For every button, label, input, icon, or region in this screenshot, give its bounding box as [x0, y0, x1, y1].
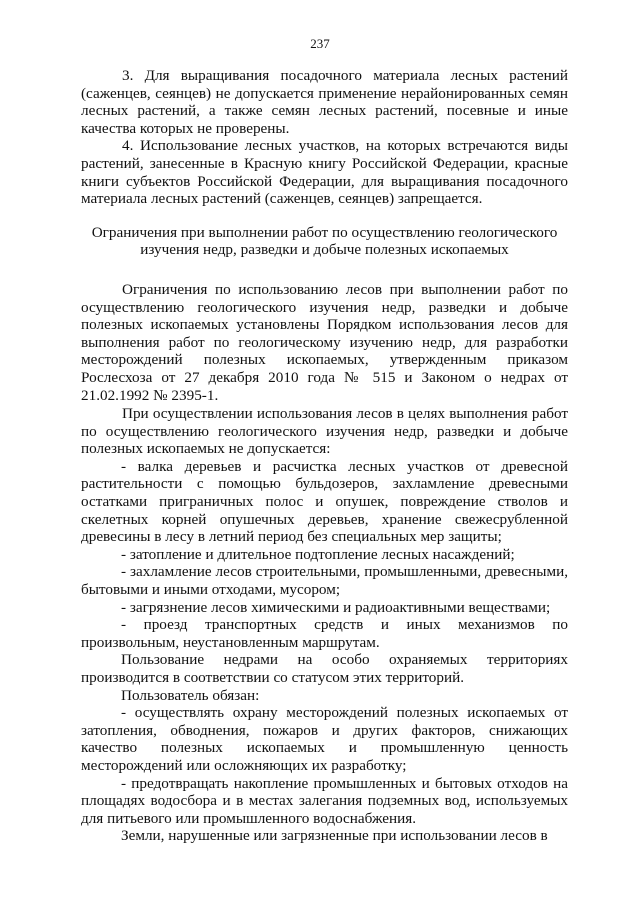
paragraph-protected-territories: Пользование недрами на особо охраняемых территориях производится в соответствии со статусом этих территорий. [81, 651, 568, 686]
list-item-vehicle-passage: - проезд транспортных средств и иных механизмов по произвольным, неустановленным маршрутам. [81, 616, 568, 651]
paragraph-regulation-basis: Ограничения по использованию лесов при выполнении работ по осуществлению геологического изучения недр, разведки и добыче полезных ископаемых установлены Порядком использования лесов для выполнения работ по геологическому изучению недр, для разработки месторождений полезных ископаемых, утвержденным приказом Рослесхоза от 27 декабря 2010 года № 515 и Законом о недрах от 21.02.1992 № 2395-1. [81, 280, 568, 404]
page-number: 237 [310, 36, 330, 51]
paragraph-seeds-restriction: 3. Для выращивания посадочного материала лесных растений (саженцев, сеянцев) не допускается применение нерайонированных семян лесных растений, а также семян лесных растений, посевные и иные качества которых не проверены. [81, 67, 568, 137]
paragraph-not-allowed-intro: При осуществлении использования лесов в целях выполнения работ по осуществлению геологического изучения недр, разведки и добыче полезных ископаемых не допускается: [81, 405, 568, 458]
paragraph-red-book-restriction: 4. Использование лесных участков, на которых встречаются виды растений, занесенные в Красную книгу Российской Федерации, красные книги субъектов Российской Федерации, для выращивания посадочного материала лесных растений (саженцев, сеянцев) запрещается. [81, 137, 568, 208]
list-item-felling: - валка деревьев и расчистка лесных участков от древесной растительности с помощью бульдозеров, захламление древесными остатками приграничных полос и опушек, повреждение стволов и скелетных корней опушечных деревьев, хранение свежесрубленной древесины в лесу в летний период без специальных мер защиты; [81, 457, 568, 546]
list-item-waste-prevention: - предотвращать накопление промышленных и бытовых отходов на площадях водосбора и в местах залегания подземных вод, используемых для питьевого или промышленного водоснабжения. [81, 774, 568, 827]
list-item-deposit-protection: - осуществлять охрану месторождений полезных ископаемых от затопления, обводнения, пожаров и других факторов, снижающих качество полезных ископаемых и промышленную ценность месторождений или осложняющих их разработку; [81, 704, 568, 774]
list-item-pollution: - загрязнение лесов химическими и радиоактивными веществами; [121, 598, 551, 616]
list-item-littering: - захламление лесов строительными, промышленными, древесными, бытовыми и иными отходами, мусором; [81, 563, 568, 599]
paragraph-user-obligations: Пользователь обязан: [121, 686, 260, 704]
list-item-flooding: - затопление и длительное подтопление лесных насаждений; [121, 545, 515, 563]
page-content [81, 67, 568, 845]
section-heading: Ограничения при выполнении работ по осуществлению геологического изучения недр, разведки и добыче полезных ископаемых [91, 223, 558, 259]
paragraph-disturbed-lands: Земли, нарушенные или загрязненные при использовании лесов в [121, 827, 548, 845]
